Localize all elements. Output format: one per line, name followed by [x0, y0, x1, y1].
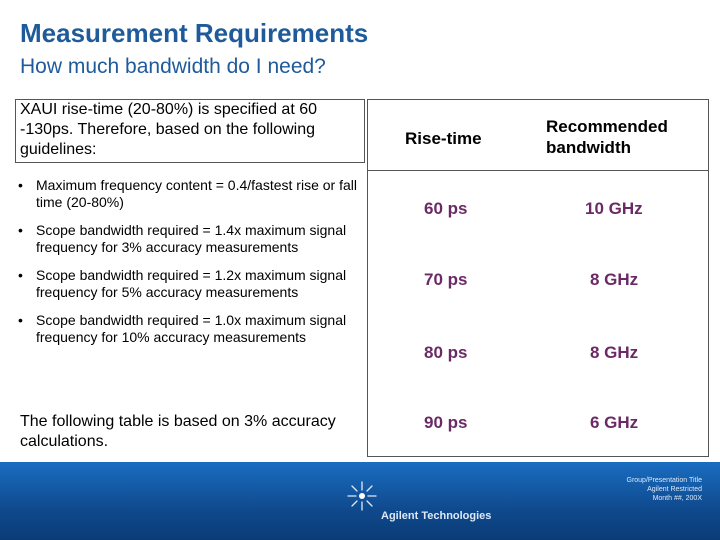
meta-title: Group/Presentation Title — [626, 477, 702, 484]
bullet-glyph: • — [18, 222, 23, 238]
bullet-glyph: • — [18, 267, 23, 283]
column-header-bandwidth: Recommended bandwidth — [546, 117, 668, 157]
brand-name: Agilent Technologies — [381, 510, 492, 522]
rise-time-cell: 60 ps — [424, 199, 468, 218]
guideline-list — [18, 177, 363, 357]
presentation-meta — [627, 476, 703, 503]
meta-restriction: Agilent Restricted — [647, 486, 702, 493]
rise-time-cell: 80 ps — [424, 343, 468, 362]
guideline-text: Scope bandwidth required = 1.4x maximum signal frequency for 3% accuracy measurements — [36, 222, 347, 255]
rise-time-cell: 90 ps — [424, 413, 468, 432]
bandwidth-cell: 8 GHz — [590, 270, 639, 289]
meta-date: Month ##, 200X — [652, 495, 702, 502]
guideline-text: Scope bandwidth required = 1.0x maximum signal frequency for 10% accuracy measurements — [36, 312, 347, 345]
page-title: Measurement Requirements — [20, 18, 369, 48]
bandwidth-cell: 10 GHz — [585, 199, 643, 218]
guideline-text: Scope bandwidth required = 1.2x maximum signal frequency for 5% accuracy measurements — [36, 267, 347, 300]
bullet-glyph: • — [18, 312, 23, 328]
guideline-item — [18, 267, 363, 300]
table-note: The following table is based on 3% accuracy calculations. — [20, 413, 336, 450]
column-header-rise-time: Rise-time — [405, 129, 482, 148]
table-header-divider — [367, 170, 709, 171]
guideline-item — [18, 312, 363, 345]
intro-text: XAUI rise-time (20-80%) is specified at 60 -130ps. Therefore, based on the following guidelines: — [20, 101, 317, 158]
bandwidth-cell: 6 GHz — [590, 413, 639, 432]
guideline-item — [18, 177, 363, 210]
rise-time-cell: 70 ps — [424, 270, 468, 289]
guideline-item — [18, 222, 363, 255]
agilent-spark-icon — [344, 478, 380, 514]
bullet-glyph: • — [18, 177, 23, 193]
bandwidth-cell: 8 GHz — [590, 343, 639, 362]
guideline-text: Maximum frequency content = 0.4/fastest rise or fall time (20-80%) — [36, 177, 357, 210]
page-subtitle: How much bandwidth do I need? — [20, 55, 326, 78]
